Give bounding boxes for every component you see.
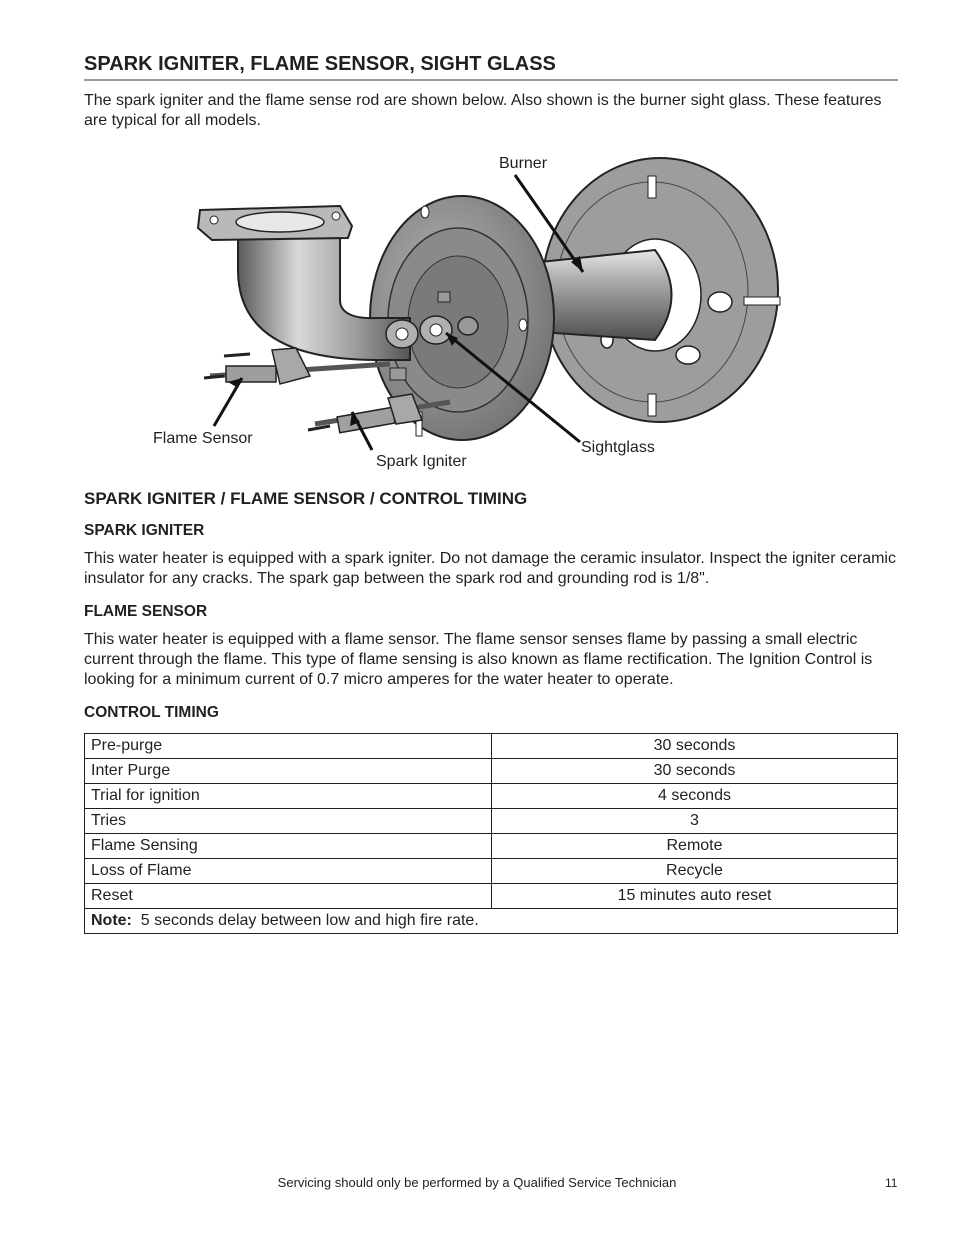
section-heading: SPARK IGNITER / FLAME SENSOR / CONTROL TIMING: [84, 489, 528, 508]
callout-burner: Burner: [499, 155, 548, 172]
timing-label: Inter Purge: [85, 759, 492, 784]
note-row: [85, 909, 898, 934]
timing-label: Tries: [85, 809, 492, 834]
table-row: [85, 859, 898, 884]
table-row: [85, 884, 898, 909]
spark-igniter-paragraph: This water heater is equipped with a spark igniter. Do not damage the ceramic insulator. Inspect the igniter ceramic insulator for any cracks. The spark gap between the spark rod and grounding rod is 1/8".: [84, 550, 896, 587]
table-row: [85, 784, 898, 809]
note-text: 5 seconds delay between low and high fire rate.: [140, 912, 479, 929]
timing-value: 30 seconds: [492, 759, 898, 784]
page-title: SPARK IGNITER, FLAME SENSOR, SIGHT GLASS: [84, 52, 898, 81]
table-row: [85, 759, 898, 784]
flame-sensor-paragraph: This water heater is equipped with a flame sensor. The flame sensor senses flame by passing a small electric current through the flame. This type of flame sensing is also known as flame rectification. The Ignition Control is looking for a minimum current of 0.7 micro amperes for the water heater to operate.: [84, 631, 873, 688]
timing-note: [85, 909, 898, 934]
timing-value: Recycle: [492, 859, 898, 884]
spark-igniter-heading: SPARK IGNITER: [84, 522, 205, 539]
table-row: [85, 809, 898, 834]
timing-label: Trial for ignition: [85, 784, 492, 809]
timing-value: 4 seconds: [492, 784, 898, 809]
control-timing-heading: CONTROL TIMING: [84, 704, 219, 721]
timing-value: 15 minutes auto reset: [492, 884, 898, 909]
intro-paragraph: The spark igniter and the flame sense rod are shown below. Also shown is the burner sight glass. These features are typical for all models.: [84, 92, 882, 129]
timing-label: Reset: [85, 884, 492, 909]
timing-value: 3: [492, 809, 898, 834]
flame-sensor-heading: FLAME SENSOR: [84, 603, 208, 620]
timing-value: 30 seconds: [492, 734, 898, 759]
page-number: 11: [885, 1176, 898, 1190]
callout-flame-sensor: Flame Sensor: [153, 430, 253, 447]
timing-value: Remote: [492, 834, 898, 859]
callout-spark-igniter: Spark Igniter: [376, 453, 467, 470]
footer-notice: Servicing should only be performed by a Qualified Service Technician: [277, 1175, 677, 1190]
burner-assembly-figure: [140, 150, 820, 482]
callout-sightglass: Sightglass: [581, 439, 655, 456]
table-row: [85, 834, 898, 859]
table-row: [85, 734, 898, 759]
note-label: Note:: [91, 912, 132, 929]
timing-label: Flame Sensing: [85, 834, 492, 859]
control-timing-table: [84, 733, 898, 934]
timing-label: Loss of Flame: [85, 859, 492, 884]
timing-label: Pre-purge: [85, 734, 492, 759]
